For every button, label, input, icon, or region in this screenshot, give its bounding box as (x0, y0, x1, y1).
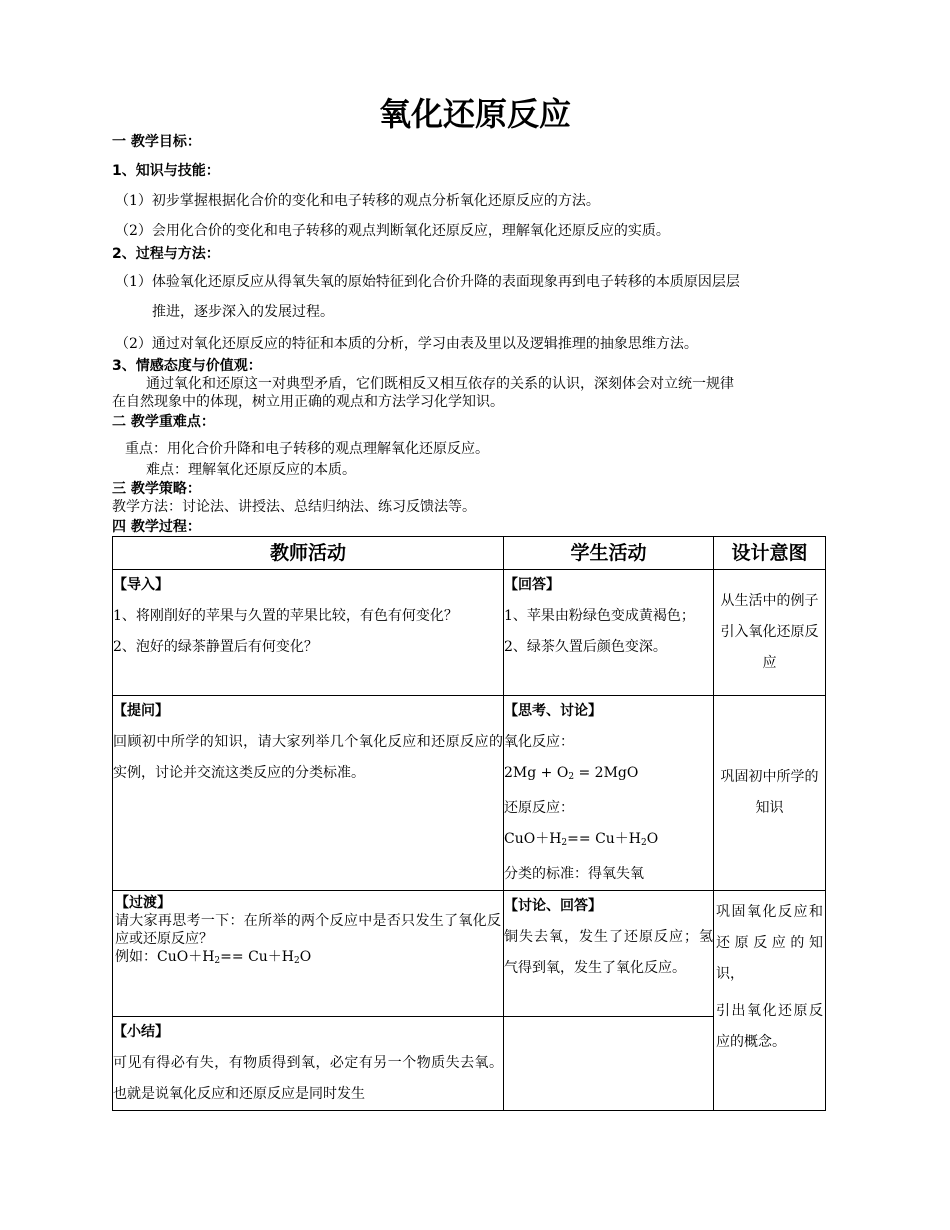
teacher-text: 1、将刚削好的苹果与久置的苹果比较，有色有何变化？ (113, 608, 458, 624)
eq-subscript: 2 (641, 838, 647, 848)
teacher-label: 【导入】 (113, 577, 169, 593)
student-label: 【回答】 (504, 577, 560, 593)
student-text: 还原反应： (504, 800, 574, 816)
document-title: 氧化还原反应 (378, 95, 571, 133)
equation-reduction (504, 824, 713, 859)
student-text: 氧化反应： (504, 734, 574, 750)
eq-part: = 2MgO (574, 765, 639, 781)
subsection-attitude-values: 3、情感态度与价值观： (112, 358, 262, 374)
header-teacher-activity: 教师活动 (113, 537, 504, 570)
teacher-label: 【小结】 (113, 1024, 169, 1040)
student-cell (504, 696, 714, 891)
header-design-intent: 设计意图 (714, 537, 826, 570)
eq-part: 例如：CuO＋H (115, 949, 215, 965)
eq-subscript: 2 (568, 772, 575, 782)
objective-3-line1: 通过氧化和还原这一对典型矛盾，它们既相反又相互依存的关系的认识，深刻体会对立统一规律 (146, 376, 734, 392)
objective-2-2: （2）通过对氧化还原反应的特征和本质的分析，学习由表及里以及逻辑推理的抽象思维方法。 (115, 336, 698, 352)
intent-cell (714, 696, 826, 891)
student-text: 分类的标准：得氧失氧 (504, 866, 644, 882)
student-label: 【思考、讨论】 (504, 703, 602, 719)
subsection-knowledge-skills: 1、知识与技能： (112, 163, 220, 179)
objective-1-2: （2）会用化合价的变化和电子转移的观点判断氧化还原反应，理解氧化还原反应的实质。 (115, 223, 670, 239)
student-cell (504, 891, 714, 1017)
eq-part: == Cu＋H (567, 831, 642, 847)
teacher-text: 回顾初中所学的知识，请大家列举几个氧化反应和还原反应的实例，讨论并交流这类反应的分类标准。 (113, 734, 503, 781)
teacher-cell (113, 696, 504, 891)
intent-cell (714, 891, 826, 1111)
student-cell (504, 570, 714, 696)
student-label: 【讨论、回答】 (504, 898, 602, 914)
intent-text: 巩固初中所学的知识 (720, 769, 819, 816)
teaching-process-table (112, 536, 826, 1111)
teacher-text: 请大家再思考一下：在所举的两个反应中是否只发生了氧化反应或还原反应？ (115, 913, 501, 947)
teacher-example (115, 948, 501, 970)
subsection-process-methods: 2、过程与方法： (112, 246, 220, 262)
student-text: 2、绿茶久置后颜色变深。 (504, 639, 667, 655)
eq-part: == Cu＋H (220, 949, 295, 965)
eq-part: O (299, 949, 312, 965)
teacher-label: 【提问】 (113, 703, 169, 719)
section-teaching-strategy: 三 教学策略： (112, 481, 201, 497)
objective-3-line2: 在自然现象中的体现，树立用正确的观点和方法学习化学知识。 (112, 394, 504, 410)
teacher-cell (113, 570, 504, 696)
student-cell-empty (504, 1017, 714, 1111)
eq-part: 2Mg + O (504, 765, 569, 781)
eq-part: CuO＋H (504, 831, 562, 847)
difficult-point: 难点：理解氧化还原反应的本质。 (146, 462, 356, 478)
objective-1-1: （1）初步掌握根据化合价的变化和电子转移的观点分析氧化还原反应的方法。 (115, 193, 600, 209)
intent-text: 巩固氧化反应和还原反应的知识， (716, 904, 823, 982)
objective-2-1-line2: 推进，逐步深入的发展过程。 (152, 304, 334, 320)
intent-text: 引出氧化还原反应的概念。 (716, 1003, 823, 1050)
teacher-cell (113, 1017, 504, 1111)
equation-oxidation (504, 758, 713, 793)
eq-subscript: 2 (294, 956, 300, 966)
eq-subscript: 2 (214, 956, 221, 966)
teaching-methods: 教学方法：讨论法、讲授法、总结归纳法、练习反馈法等。 (112, 499, 476, 515)
teacher-text: 可见有得必有失，有物质得到氧，必定有另一个物质失去氧。也就是说氧化反应和还原反应是同时发生 (113, 1055, 503, 1102)
section-teaching-objectives: 一 教学目标： (112, 134, 201, 150)
section-key-points: 二 教学重难点： (112, 414, 215, 430)
student-text: 1、苹果由粉绿色变成黄褐色； (504, 608, 695, 624)
objective-2-1-line1: （1）体验氧化还原反应从得氧失氧的原始特征到化合价升降的表面现象再到电子转移的本质原因层层 (115, 274, 740, 290)
table-row (113, 696, 826, 891)
header-student-activity: 学生活动 (504, 537, 714, 570)
student-text: 铜失去氧，发生了还原反应；氢气得到氧，发生了氧化反应。 (504, 929, 713, 976)
teacher-text: 2、泡好的绿茶静置后有何变化？ (113, 639, 318, 655)
table-header-row (113, 537, 826, 570)
table-row (113, 570, 826, 696)
intent-text: 从生活中的例子引入氧化还原反应 (720, 593, 819, 671)
section-teaching-process: 四 教学过程： (112, 519, 201, 535)
key-point: 重点：用化合价升降和电子转移的观点理解氧化还原反应。 (125, 441, 489, 457)
intent-cell (714, 570, 826, 696)
eq-part: O (646, 831, 659, 847)
table-row (113, 891, 826, 1017)
eq-subscript: 2 (561, 838, 568, 848)
teacher-label: 【过渡】 (115, 895, 171, 911)
teacher-cell (113, 891, 504, 1017)
